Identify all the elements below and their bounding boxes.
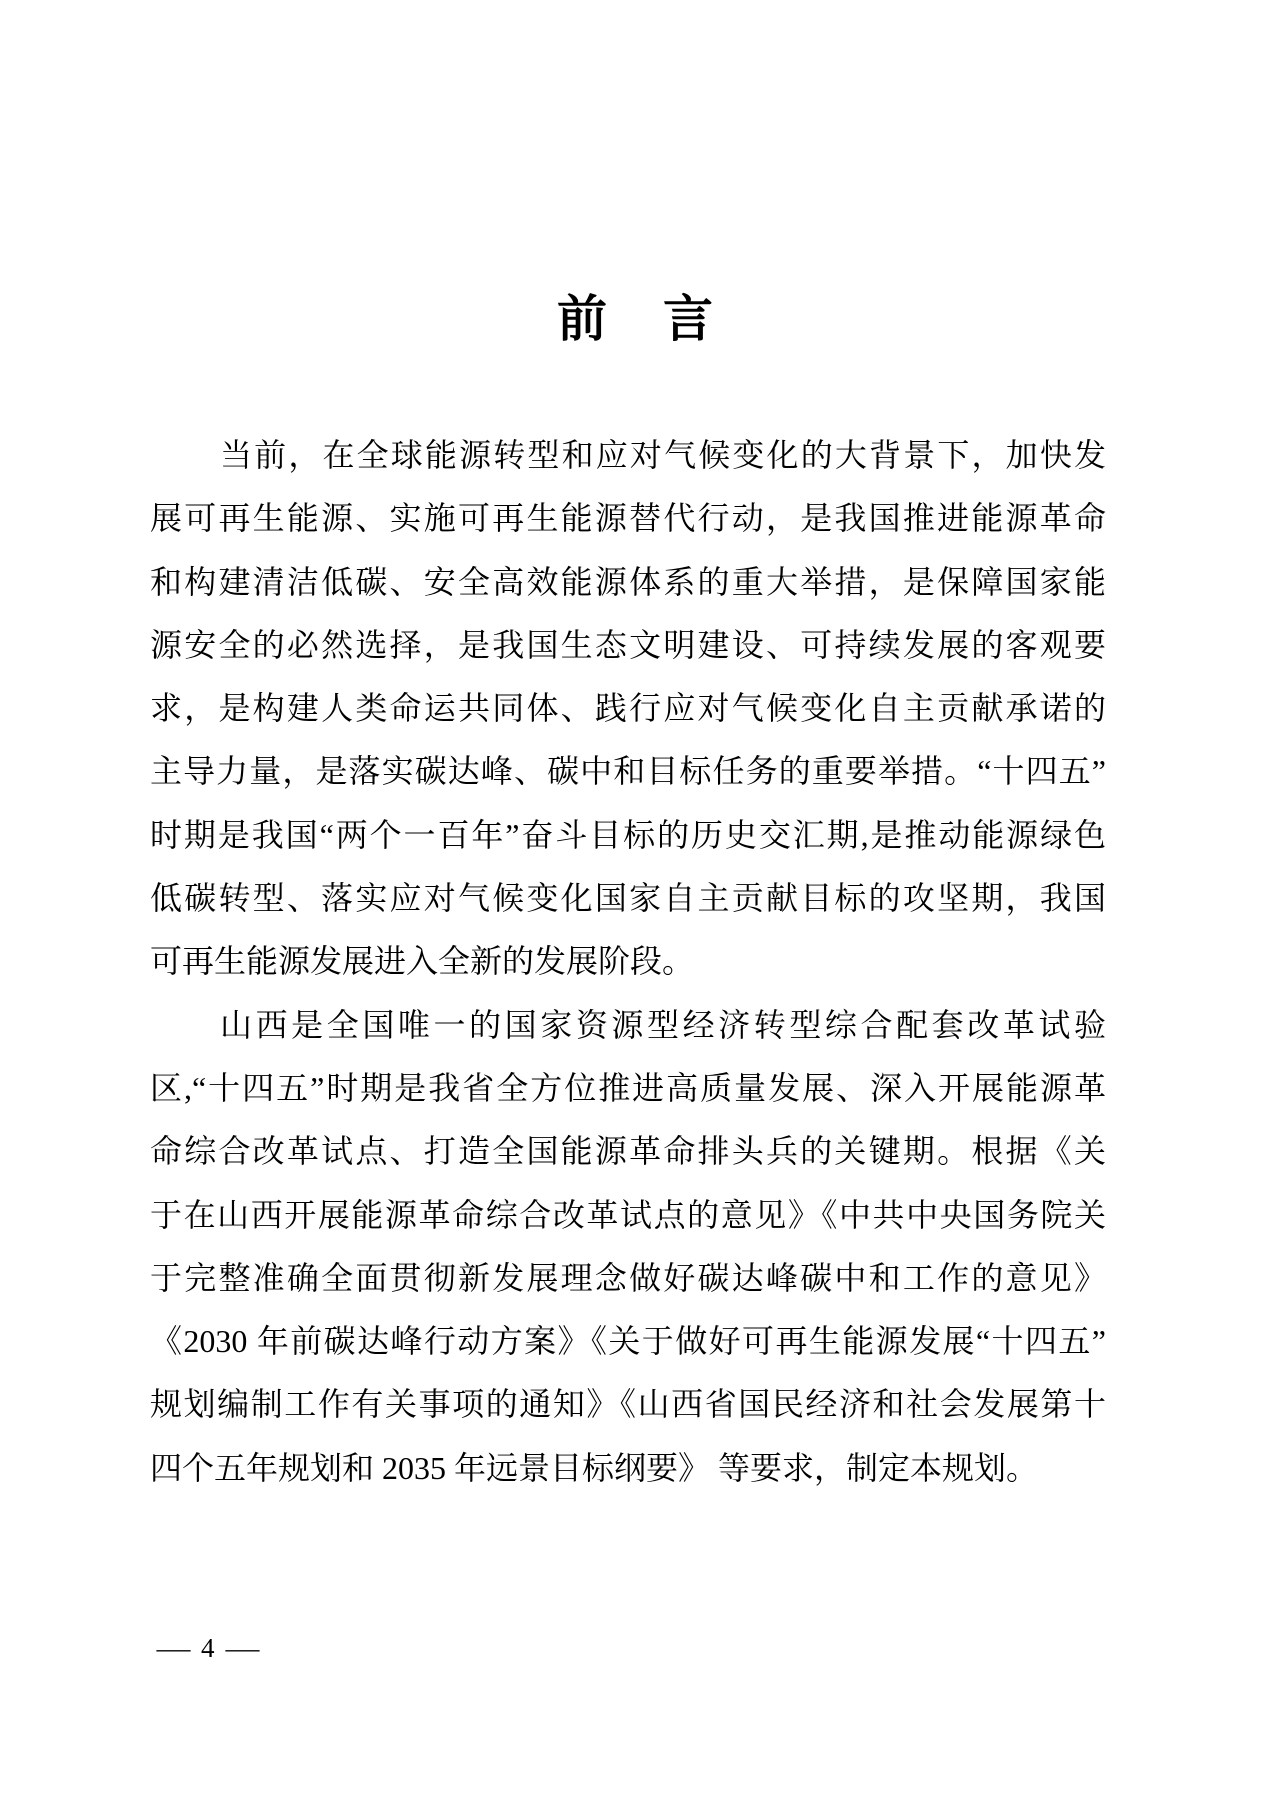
text-line: 时期是我国“两个一百年”奋斗目标的历史交汇期,是推动能源绿色 [150, 816, 1106, 853]
page-number: 4 [201, 1633, 215, 1663]
text-line: 《2030 年前碳达峰行动方案》《关于做好可再生能源发展“十四五” [150, 1323, 1106, 1360]
text-line: 规划编制工作有关事项的通知》《山西省国民经济和社会发展第十 [150, 1386, 1106, 1423]
footer-left-dash: — [156, 1633, 191, 1663]
page-footer [156, 1628, 259, 1668]
text-line: 命综合改革试点、打造全国能源革命排头兵的关键期。根据《关 [150, 1133, 1106, 1170]
text-line: 源安全的必然选择，是我国生态文明建设、可持续发展的客观要 [150, 626, 1106, 663]
text-line: 求，是构建人类命运共同体、践行应对气候变化自主贡献承诺的 [150, 690, 1106, 727]
text-line: 四个五年规划和 2035 年远景目标纲要》 等要求，制定本规划。 [150, 1449, 1039, 1486]
text-line: 和构建清洁低碳、安全高效能源体系的重大举措，是保障国家能 [150, 563, 1106, 600]
text-line: 于完整准确全面贯彻新发展理念做好碳达峰碳中和工作的意见》 [150, 1259, 1106, 1296]
text-line: 当前，在全球能源转型和应对气候变化的大背景下，加快发 [220, 437, 1106, 473]
page-title: 前 言 [557, 291, 716, 347]
text-line: 展可再生能源、实施可再生能源替代行动，是我国推进能源革命 [150, 500, 1106, 537]
footer-right-dash: — [225, 1633, 259, 1663]
text-line: 区,“十四五”时期是我省全方位推进高质量发展、深入开展能源革 [150, 1069, 1106, 1106]
text-line: 山西是全国唯一的国家资源型经济转型综合配套改革试验 [220, 1006, 1106, 1043]
text-line: 低碳转型、落实应对气候变化国家自主贡献目标的攻坚期，我国 [150, 880, 1106, 917]
document-body [150, 424, 1106, 1500]
text-line: 于在山西开展能源革命综合改革试点的意见》《中共中央国务院关 [150, 1196, 1106, 1233]
text-line: 主导力量，是落实碳达峰、碳中和目标任务的重要举措。“十四五” [150, 753, 1106, 790]
text-line: 可再生能源发展进入全新的发展阶段。 [150, 943, 695, 980]
